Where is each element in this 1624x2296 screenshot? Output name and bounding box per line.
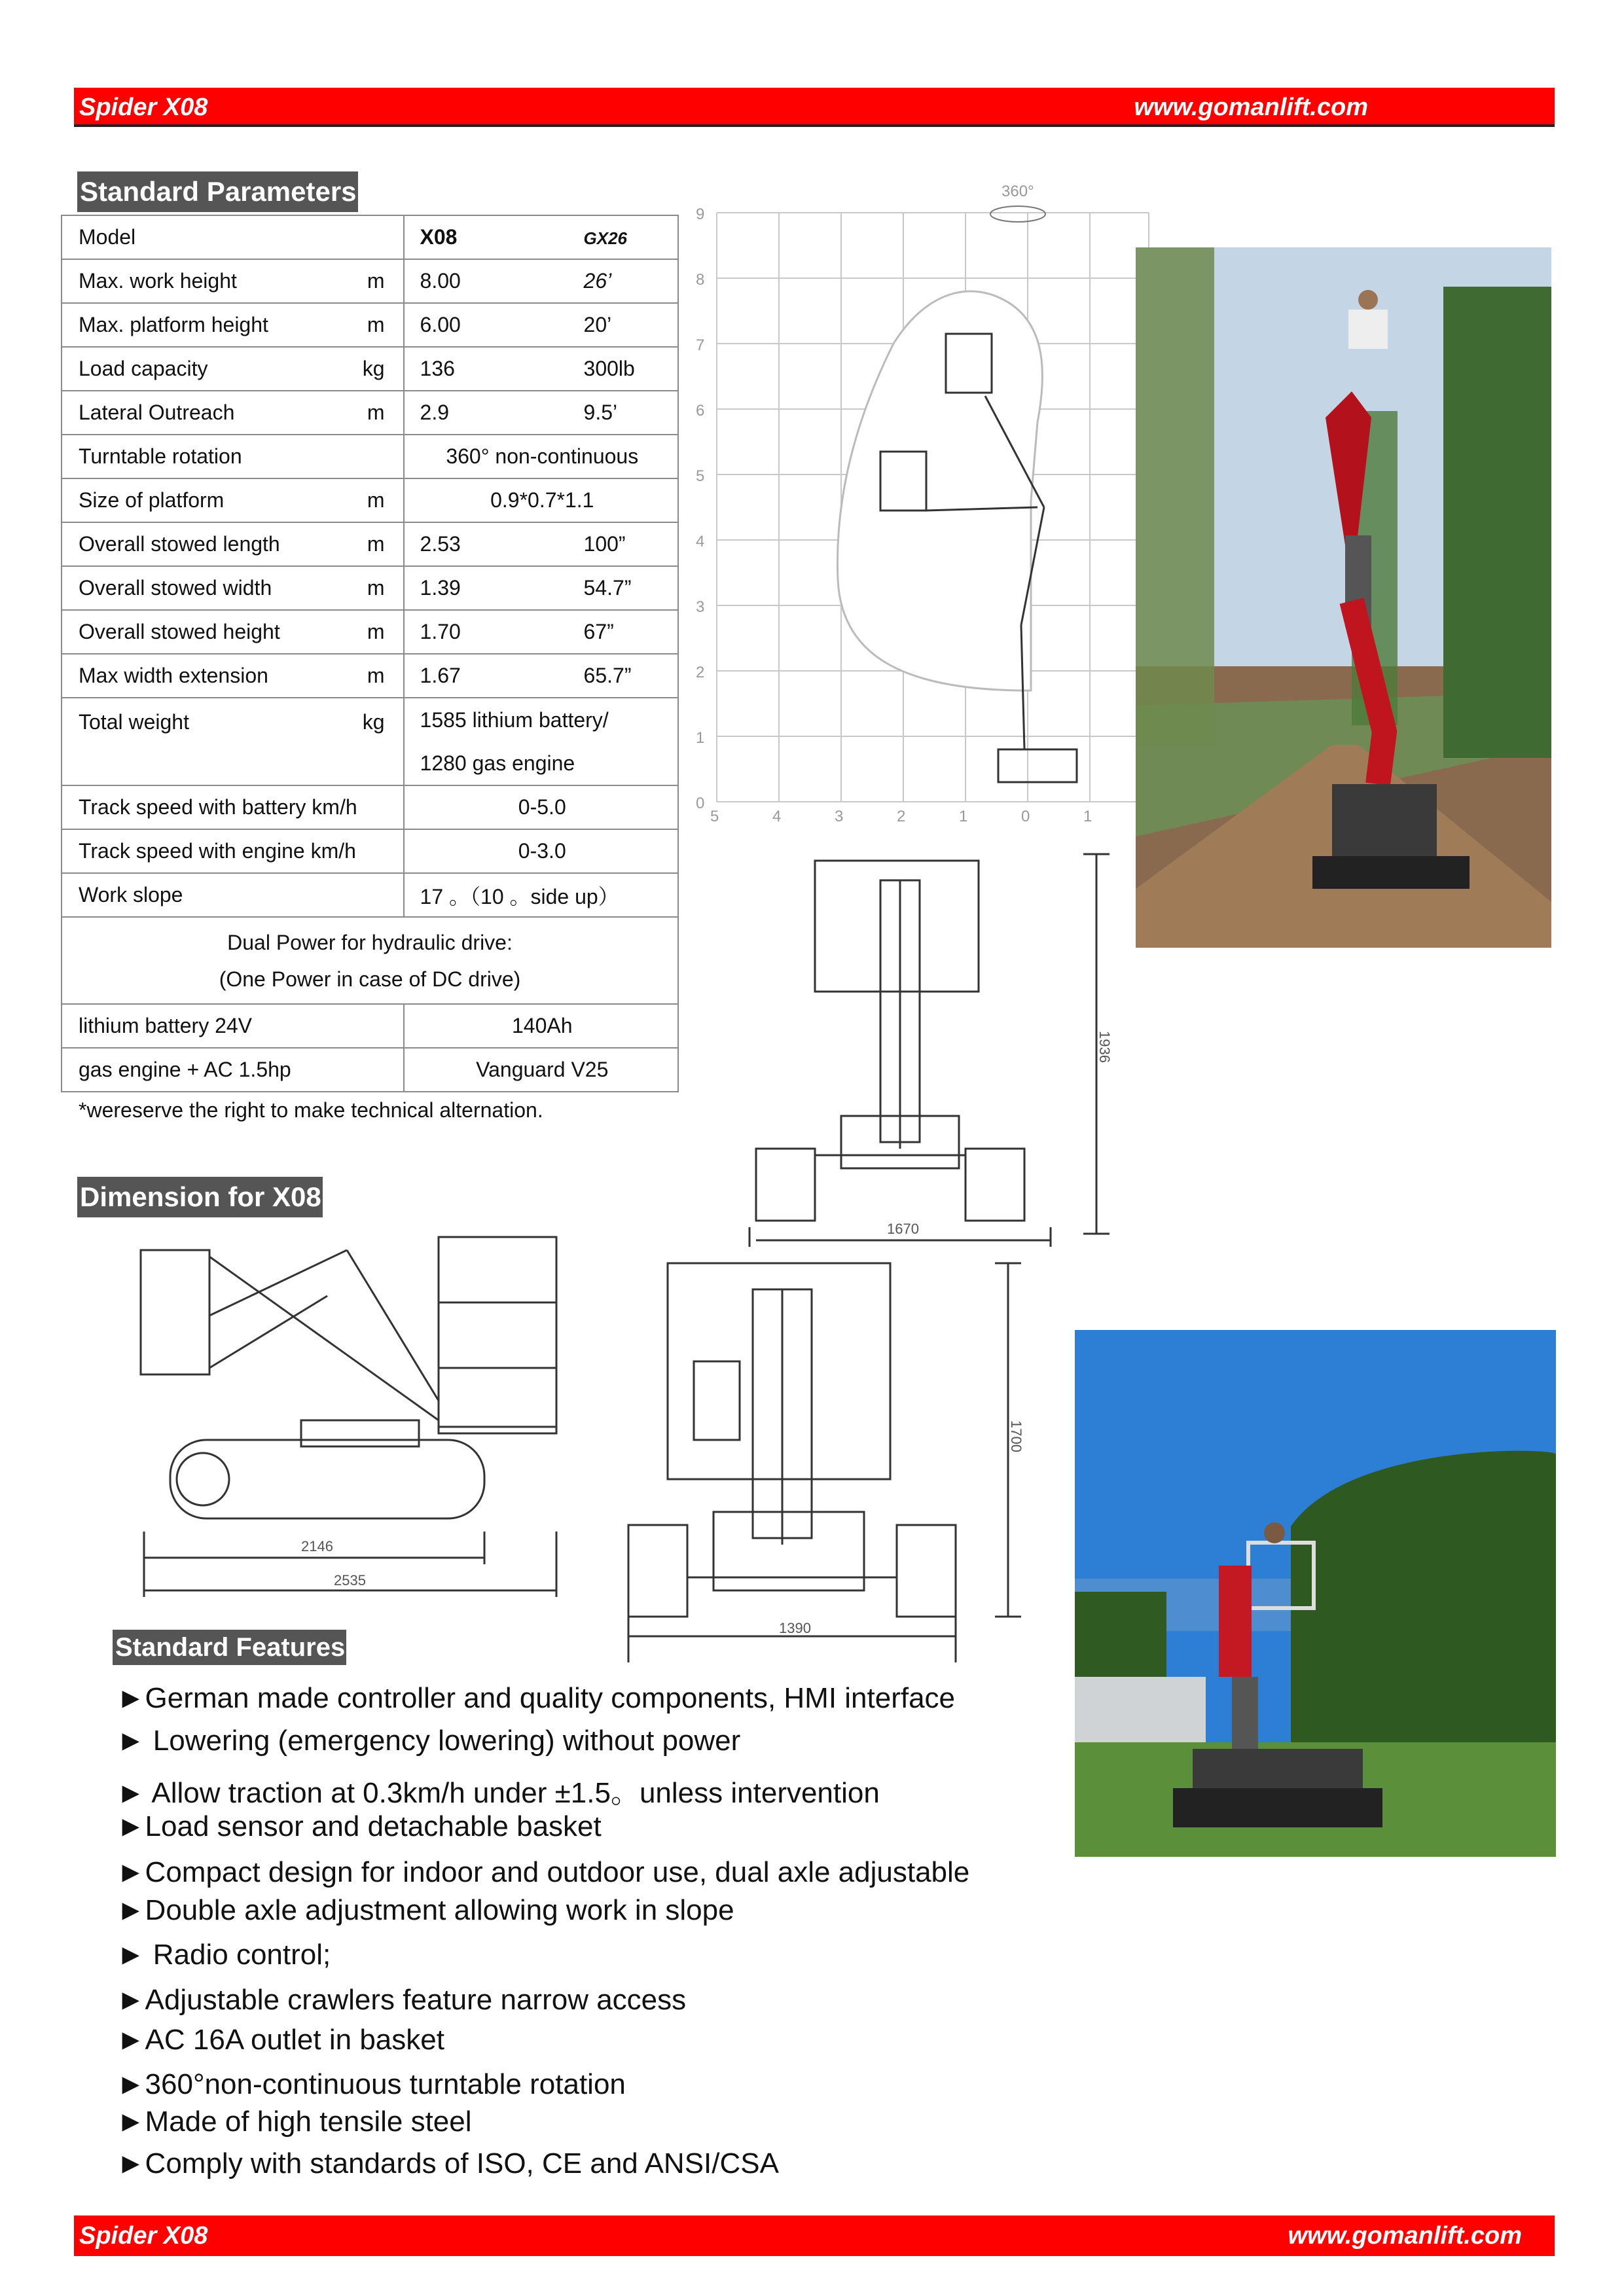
- cell-value: 1.67: [420, 664, 461, 687]
- y-tick: 6: [696, 402, 705, 420]
- cell-value: 136: [420, 357, 455, 380]
- table-row: [62, 610, 678, 654]
- cell-value: 1.39: [420, 576, 461, 600]
- cell-unit: kg: [362, 357, 385, 380]
- table-cell: [404, 215, 678, 259]
- cell-value: 67”: [583, 620, 614, 643]
- list-item: ► Lowering (emergency lowering) without power: [117, 1725, 741, 1757]
- table-row: [62, 435, 678, 478]
- header-url[interactable]: www.gomanlift.com: [1134, 94, 1368, 121]
- cell-value: 360° non-continuous: [446, 444, 639, 468]
- rear-view-drawing: [622, 1250, 1028, 1662]
- list-item: ►German made controller and quality components, HMI interface: [117, 1682, 956, 1714]
- list-item: ►Compact design for indoor and outdoor use, dual axle adjustable: [117, 1856, 970, 1888]
- spec-table: [61, 215, 679, 1092]
- x-tick: 3: [835, 808, 844, 825]
- cell-label: Max. platform height: [79, 313, 268, 336]
- rotation-arrow: [990, 206, 1045, 222]
- cell-label: Overall stowed height: [79, 620, 280, 643]
- cell-label: gas engine + AC 1.5hp: [79, 1058, 291, 1081]
- photo-hedge-lift: [1075, 1330, 1556, 1857]
- cell-value: Dual Power for hydraulic drive:: [227, 930, 513, 954]
- cell-value: Vanguard V25: [476, 1058, 609, 1081]
- cell-label: Load capacity: [79, 357, 208, 380]
- cell-label: Model: [79, 225, 136, 249]
- cell-unit: m: [367, 488, 385, 512]
- cell-label: Work slope: [79, 883, 183, 906]
- cell-unit: m: [367, 620, 385, 643]
- cell-value: 300lb: [583, 357, 635, 380]
- cell-unit: m: [367, 313, 385, 336]
- table-row: [62, 303, 678, 347]
- cell-unit: m: [367, 664, 385, 687]
- cell-value: 0-3.0: [518, 839, 566, 863]
- y-tick: 7: [696, 336, 705, 354]
- disclaimer-note: *wereserve the right to make technical alternation.: [79, 1098, 543, 1122]
- cell-label: Overall stowed length: [79, 532, 280, 556]
- front-view-drawing: [743, 841, 1123, 1247]
- y-tick: 4: [696, 533, 705, 550]
- cell-label: lithium battery 24V: [79, 1014, 253, 1037]
- table-cell: [62, 215, 404, 259]
- table-row: [62, 785, 678, 829]
- cell-value: 100”: [583, 532, 626, 556]
- cell-value: 0.9*0.7*1.1: [490, 488, 594, 512]
- rotation-label: 360°: [1001, 183, 1034, 200]
- photo-field-lift: [1136, 247, 1551, 948]
- footer-url[interactable]: www.gomanlift.com: [1288, 2222, 1522, 2250]
- cell-label: Track speed with battery km/h: [79, 795, 357, 819]
- table-row: [62, 478, 678, 522]
- table-row: [62, 259, 678, 303]
- table-row: [62, 522, 678, 566]
- envelope-curve: [837, 291, 1042, 691]
- cell-label: Total weight: [79, 710, 189, 734]
- header-band: [74, 88, 1555, 127]
- footer-band: [74, 2215, 1555, 2256]
- cell-value: 8.00: [420, 269, 461, 293]
- y-tick: 8: [696, 271, 705, 289]
- table-row: [62, 698, 678, 785]
- list-item: ►Load sensor and detachable basket: [117, 1810, 602, 1842]
- cell-value: GX26: [583, 228, 628, 248]
- x-tick: 1: [959, 808, 968, 825]
- x-tick: 0: [1021, 808, 1030, 825]
- table-row: [62, 215, 678, 259]
- table-row: [62, 391, 678, 435]
- cell-label: Track speed with engine km/h: [79, 839, 356, 863]
- list-item: ►Made of high tensile steel: [117, 2106, 472, 2138]
- table-row: [62, 1004, 678, 1048]
- cell-unit: m: [367, 576, 385, 600]
- cell-value: 26’: [583, 269, 612, 293]
- cell-value: 1280 gas engine: [420, 751, 575, 775]
- table-row: [62, 654, 678, 698]
- cell-value: 2.53: [420, 532, 461, 556]
- list-item: ►Double axle adjustment allowing work in slope: [117, 1894, 734, 1926]
- table-row: [62, 873, 678, 917]
- cell-value: 65.7”: [583, 664, 632, 687]
- footer-model: Spider X08: [79, 2222, 208, 2250]
- cell-value: 9.5’: [583, 401, 618, 424]
- list-item: ►Comply with standards of ISO, CE and ANSI/CSA: [117, 2147, 779, 2179]
- x-tick: 2: [897, 808, 906, 825]
- side-track-length-label: 2146: [301, 1538, 333, 1554]
- cell-label: Max. work height: [79, 269, 237, 293]
- y-tick: 9: [696, 206, 705, 223]
- rear-height-label: 1700: [1008, 1420, 1024, 1452]
- cell-label: Lateral Outreach: [79, 401, 235, 424]
- table-row: [62, 917, 678, 1004]
- cell-unit: m: [367, 269, 385, 293]
- section-title-features: Standard Features: [113, 1630, 346, 1665]
- y-tick: 3: [696, 598, 705, 616]
- cell-value: (One Power in case of DC drive): [219, 967, 521, 991]
- list-item: ► Radio control;: [117, 1939, 331, 1971]
- cell-unit: m: [367, 401, 385, 424]
- y-tick: 2: [696, 664, 705, 681]
- list-item: ► Allow traction at 0.3km/h under ±1.5。unless intervention: [117, 1777, 880, 1809]
- cell-value: 1585 lithium battery/: [420, 708, 609, 732]
- list-item: ►Adjustable crawlers feature narrow access: [117, 1984, 687, 2016]
- table-row: [62, 829, 678, 873]
- cell-value: 2.9: [420, 401, 450, 424]
- cell-label: Overall stowed width: [79, 576, 272, 600]
- working-range-diagram: [691, 173, 1162, 834]
- side-total-length-label: 2535: [334, 1572, 366, 1588]
- x-tick: 1: [1083, 808, 1092, 825]
- cell-value: 6.00: [420, 313, 461, 336]
- front-width-label: 1670: [887, 1221, 919, 1237]
- table-row: [62, 1048, 678, 1092]
- y-tick: 1: [696, 729, 705, 747]
- cell-label: Max width extension: [79, 664, 268, 687]
- section-title-dimension: Dimension for X08: [77, 1177, 323, 1217]
- x-tick: 4: [772, 808, 782, 825]
- side-view-drawing: [131, 1230, 589, 1610]
- x-tick: 5: [710, 808, 719, 825]
- cell-value: 17 。（10 。side up）: [420, 884, 619, 908]
- section-title-parameters: Standard Parameters: [77, 171, 358, 212]
- list-item: ►360°non-continuous turntable rotation: [117, 2068, 626, 2100]
- cell-value: 1.70: [420, 620, 461, 643]
- front-height-label: 1936: [1096, 1031, 1113, 1063]
- cell-value: X08: [420, 225, 458, 249]
- cell-value: 54.7”: [583, 576, 632, 600]
- cell-value: 0-5.0: [518, 795, 566, 819]
- rear-width-label: 1390: [779, 1620, 811, 1636]
- table-row: [62, 347, 678, 391]
- cell-value: 20’: [583, 313, 612, 336]
- header-model: Spider X08: [79, 94, 208, 121]
- cell-unit: m: [367, 532, 385, 556]
- table-row: [62, 566, 678, 610]
- cell-value: 140Ah: [512, 1014, 573, 1037]
- cell-label: Size of platform: [79, 488, 225, 512]
- list-item: ►AC 16A outlet in basket: [117, 2024, 444, 2056]
- y-tick: 5: [696, 467, 705, 485]
- y-tick: 0: [696, 795, 705, 812]
- cell-label: Turntable rotation: [79, 444, 242, 468]
- cell-unit: kg: [362, 710, 385, 734]
